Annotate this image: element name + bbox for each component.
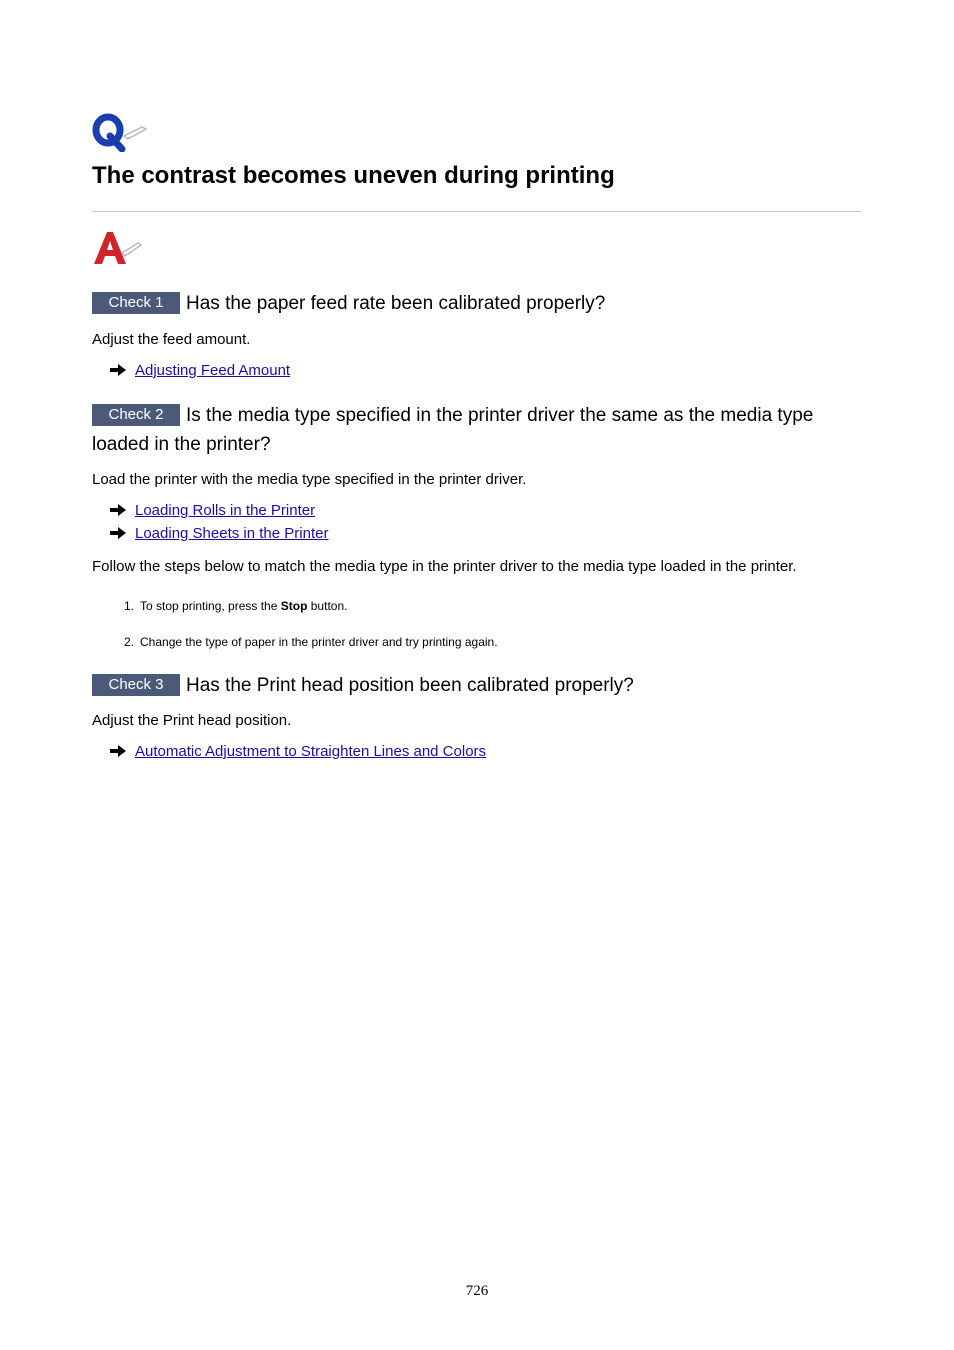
check-2-heading [92,401,861,459]
link-row-automatic-adjustment [110,742,486,762]
link-row-loading-rolls [110,501,315,521]
a-badge-icon [92,229,142,267]
link-row-adjusting-feed-amount [110,361,290,381]
check-3-heading [92,671,861,700]
link-adjusting-feed-amount[interactable]: Adjusting Feed Amount [135,362,291,379]
step-2 [124,634,498,650]
title-divider [92,211,861,212]
right-arrow-icon [110,527,126,539]
step-1-text-end: button. [307,599,348,613]
step-1 [124,598,347,614]
link-row-loading-sheets [110,524,328,544]
check-1-question: Has the paper feed rate been calibrated properly? [186,293,606,314]
right-arrow-icon [110,745,126,757]
check-1-body: Adjust the feed amount. [92,331,251,348]
step-2-text: Change the type of paper in the printer driver and try printing again. [140,635,498,649]
check-2-follow-text: Follow the steps below to match the media type in the printer driver to the media type loaded in the printer. [92,558,797,575]
check-3-body: Adjust the Print head position. [92,712,292,729]
check-2-question: Is the media type specified in the printer driver the same as the media type loaded in the printer? [92,405,814,455]
check-1-heading [92,289,861,318]
right-arrow-icon [110,364,126,376]
right-arrow-icon [110,504,126,516]
page-number: 726 [465,1283,489,1299]
check-2-badge: Check 2 [92,404,180,426]
link-automatic-adjustment[interactable]: Automatic Adjustment to Straighten Lines and Colors [135,743,487,760]
link-loading-rolls[interactable]: Loading Rolls in the Printer [135,502,316,519]
link-loading-sheets[interactable]: Loading Sheets in the Printer [135,525,329,542]
check-3-question: Has the Print head position been calibrated properly? [186,675,634,696]
step-number: 2. [124,635,135,649]
check-1-badge: Check 1 [92,292,180,314]
page-title: The contrast becomes uneven during printing [92,162,615,189]
stop-button-label: Stop [280,599,308,613]
step-number: 1. [124,599,135,613]
step-1-text: To stop printing, press the [140,599,281,613]
check-2-body: Load the printer with the media type specified in the printer driver. [92,471,527,488]
check-3-badge: Check 3 [92,674,180,696]
q-badge-icon [92,112,148,152]
